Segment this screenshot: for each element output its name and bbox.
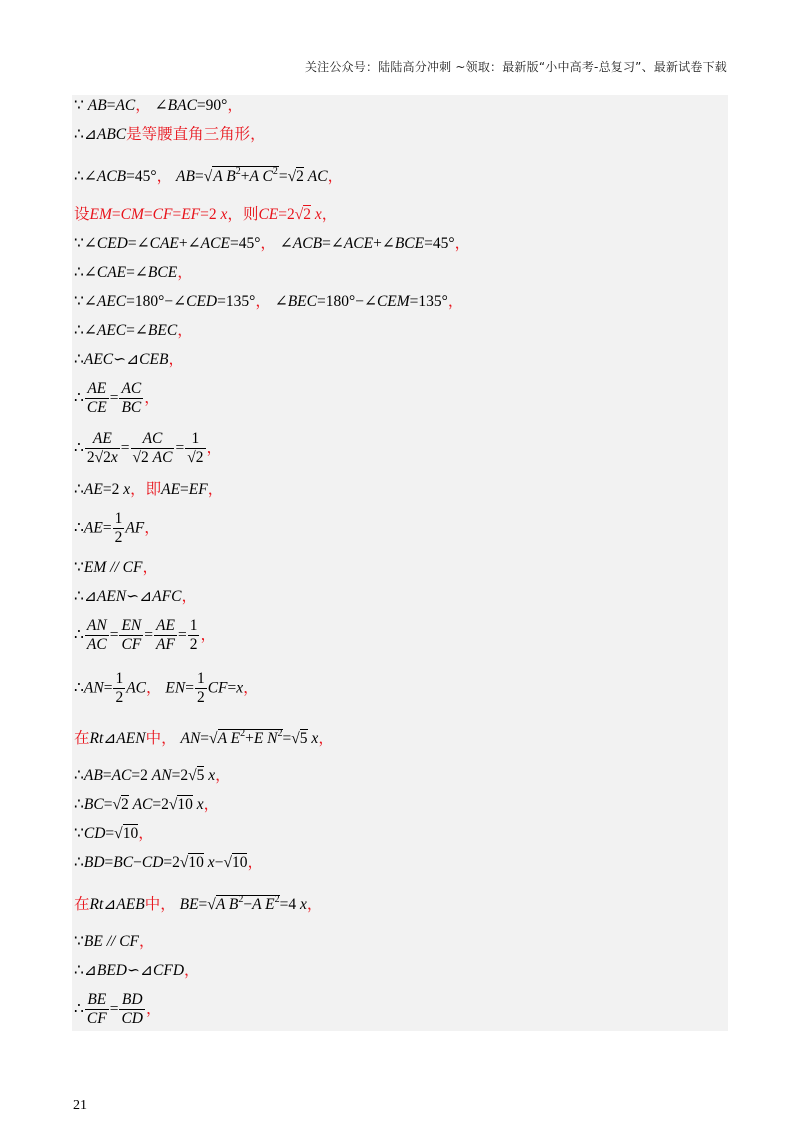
solution-line-20: ∴BC=√2 AC=2√10 x，: [74, 796, 220, 813]
solution-line-26: ∴ $\frac{BE}{CF}$ = $\frac{BD}{CD}$ ，: [74, 991, 162, 1028]
solution-line-5: ∵∠CED=∠CAE+∠ACE=45°， ∠ACB=∠ACE+∠BCE=45°，: [74, 235, 471, 252]
solution-line-1: ∵ AB=AC， ∠BAC=90°，: [74, 97, 243, 114]
solution-line-17: ∴AN= $\frac{1}{2}$ AC， EN= $\frac{1}{2}$ CF=x，: [74, 670, 259, 707]
solution-line-23: 在Rt⊿AEB中， BE=√A $B^2-A$ $E^2=4$ x，: [74, 894, 323, 913]
solution-line-3: ∴∠ACB=45°， AB=√A $B^2+A$ $C^2=√2$ AC，: [74, 166, 344, 185]
solution-line-6: ∴∠CAE=∠BCE，: [74, 264, 193, 281]
solution-line-21: ∵CD=√10，: [74, 825, 154, 842]
page-number: 21: [73, 1098, 87, 1113]
solution-line-22: ∴BD=BC−CD=2√10 x−√10，: [74, 854, 263, 871]
solution-line-13: ∴AE= $\frac{1}{2}$ AF，: [74, 510, 160, 547]
solution-line-7: ∵∠AEC=180°−∠CED=135°， ∠BEC=180°−∠CEM=135°，: [74, 293, 464, 310]
solution-line-24: ∵BE // CF，: [74, 933, 155, 950]
solution-line-18: 在Rt⊿AEN中， AN=√A $E^2+E$ $N^2=√5$ x，: [74, 728, 334, 747]
solution-line-25: ∴⊿BED∽⊿CFD，: [74, 962, 200, 979]
solution-line-14: ∵EM // CF，: [74, 559, 158, 576]
solution-line-8: ∴∠AEC=∠BEC，: [74, 322, 193, 339]
solution-line-9: ∴AEC∽⊿CEB，: [74, 351, 184, 368]
page-header: 关注公众号：陆陆高分冲刺 ~领取：最新版“小中高考-总复习”、最新试卷下载: [304, 60, 727, 74]
solution-line-10: ∴ $\frac{AE}{CE}$ = $\frac{AC}{BC}$ ，: [74, 380, 160, 417]
solution-line-4: 设EM=CM=CF=EF=2 x，则CE=2√2 x，: [74, 206, 338, 223]
solution-line-12: ∴AE=2 x，即AE=EF，: [74, 481, 224, 498]
solution-line-19: ∴AB=AC=2 AN=2√5 x，: [74, 767, 231, 784]
solution-line-11: ∴ $\frac{AE}{2√2x}$ = $\frac{AC}{√2 AC}$ = $\frac{1}{√2}$ ，: [74, 430, 223, 467]
solution-line-16: ∴ $\frac{AN}{AC}$ = $\frac{EN}{CF}$ = $\frac{AE}{AF}$ = $\frac{1}{2}$ ，: [74, 617, 216, 654]
solution-line-2: ∴⊿ABC是等腰直角三角形，: [74, 126, 266, 143]
solution-line-15: ∴⊿AEN∽⊿AFC，: [74, 588, 197, 605]
